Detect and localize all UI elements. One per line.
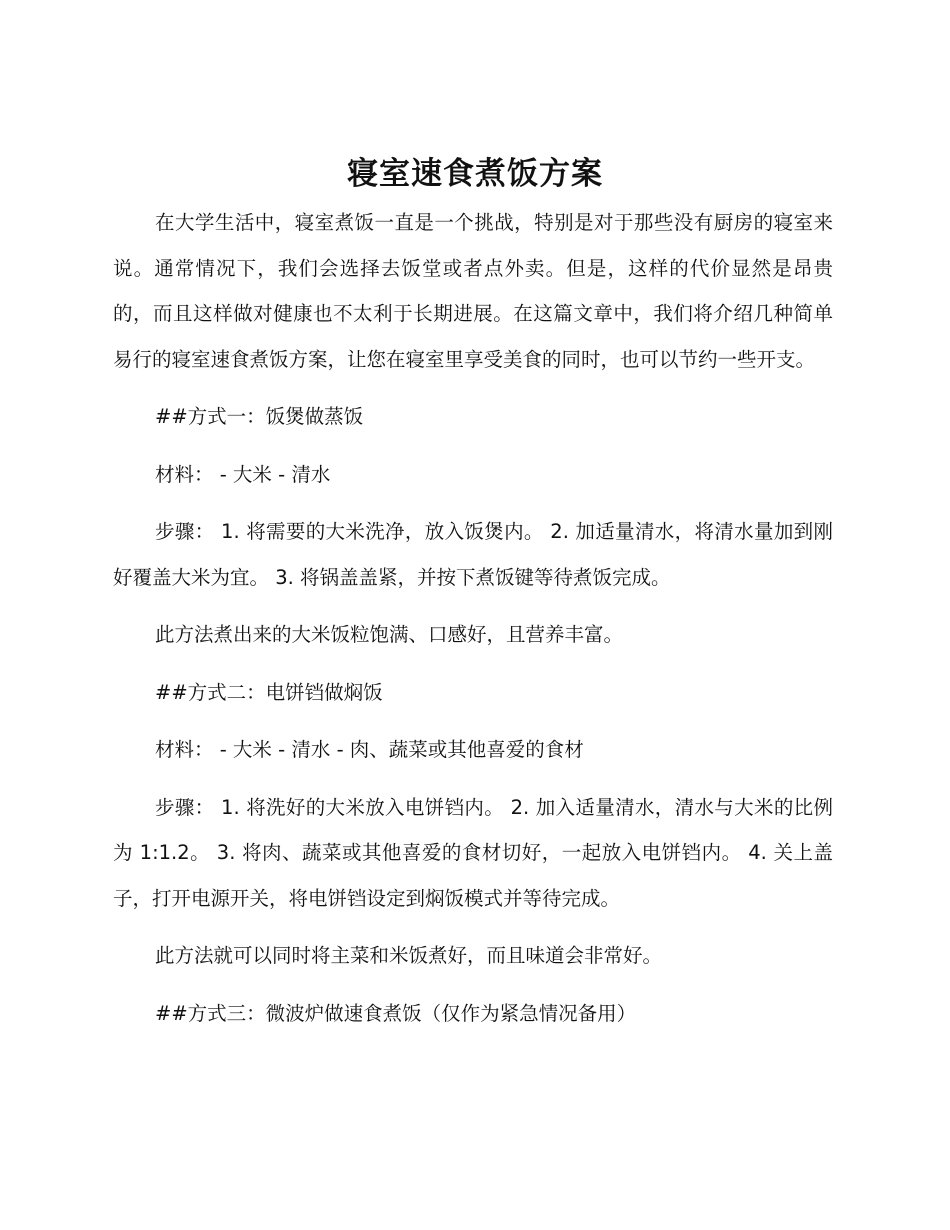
document-title: 寝室速食煮饭方案: [347, 156, 603, 192]
summary-paragraph-method-1: 此方法煮出来的大米饭粒饱满、口感好，且营养丰富。: [155, 623, 624, 646]
section-heading-method-3: ##方式三：微波炉做速食煮饭（仅作为紧急情况备用）: [155, 1001, 637, 1025]
section-heading-method-2: ##方式二：电饼铛做焖饭: [155, 680, 383, 704]
materials-paragraph-method-2: 材料： - 大米 - 清水 - 肉、蔬菜或其他喜爱的食材: [155, 738, 584, 761]
steps-paragraph-method-2: 步骤： 1. 将洗好的大米放入电饼铛内。 2. 加入适量清水，清水与大米的比例为 1:1.2。 3. 将肉、蔬菜或其他喜爱的食材切好，一起放入电饼铛内。 4. 关上盖子，打开电源开关，将电饼铛设定到焖饭模式并等待完成。: [113, 795, 833, 910]
summary-paragraph-method-2: 此方法就可以同时将主菜和米饭煮好，而且味道会非常好。: [155, 944, 663, 967]
intro-paragraph: 在大学生活中，寝室煮饭一直是一个挑战，特别是对于那些没有厨房的寝室来说。通常情况下，我们会选择去饭堂或者点外卖。但是，这样的代价显然是昂贵的，而且这样做对健康也不太利于长期进展。在这篇文章中，我们将介绍几种简单易行的寝室速食煮饭方案，让您在寝室里享受美食的同时，也可以节约一些开支。: [113, 211, 833, 371]
materials-paragraph-method-1: 材料： - 大米 - 清水: [155, 462, 331, 486]
section-heading-method-1: ##方式一：饭煲做蒸饭: [155, 405, 364, 428]
steps-paragraph-method-1: 步骤： 1. 将需要的大米洗净，放入饭煲内。 2. 加适量清水，将清水量加到刚好覆盖大米为宜。 3. 将锅盖盖紧，并按下煮饭键等待煮饭完成。: [113, 520, 833, 589]
document-body: [113, 200, 833, 1048]
